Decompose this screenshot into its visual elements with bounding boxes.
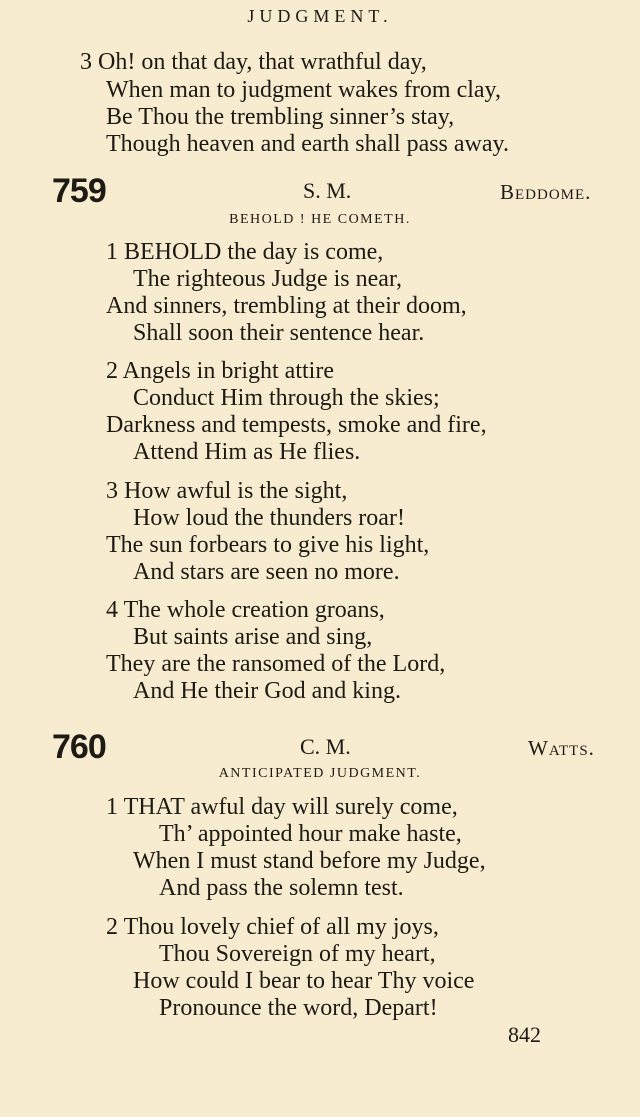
verse-line: Though heaven and earth shall pass away. (106, 131, 509, 157)
verse-line: 3 Oh! on that day, that wrathful day, (80, 49, 427, 75)
verse-line: Shall soon their sentence hear. (133, 320, 425, 346)
hymn-author: Beddome. (500, 180, 592, 204)
verse-line: And pass the solemn test. (159, 875, 404, 901)
hymn-number: 759 (52, 172, 106, 210)
verse-line: How loud the thunders roar! (133, 505, 405, 531)
hymn-meter: S. M. (303, 178, 352, 203)
verse-line: 2 Angels in bright attire (106, 358, 334, 384)
verse-line: They are the ransomed of the Lord, (106, 651, 446, 677)
verse-line: 3 How awful is the sight, (106, 478, 348, 504)
verse-line: Conduct Him through the skies; (133, 385, 440, 411)
verse-line: And He their God and king. (133, 678, 401, 704)
hymn-meter: C. M. (300, 734, 351, 759)
verse-line: 4 The whole creation groans, (106, 597, 385, 623)
hymn-subtitle: ANTICIPATED JUDGMENT. (218, 766, 422, 781)
verse-line: Th’ appointed hour make haste, (159, 821, 462, 847)
verse-line: But saints arise and sing, (133, 624, 373, 650)
verse-line: Be Thou the trembling sinner’s stay, (106, 104, 455, 130)
verse-line: 2 Thou lovely chief of all my joys, (106, 914, 439, 940)
running-head: JUDGMENT. (247, 6, 393, 26)
verse-line: How could I bear to hear Thy voice (133, 968, 475, 994)
page-number: 842 (508, 1022, 541, 1047)
hymn-author: Watts. (528, 736, 595, 760)
verse-line: 1 BEHOLD the day is come, (106, 239, 384, 265)
verse-line: Attend Him as He flies. (133, 439, 361, 465)
hymn-number: 760 (52, 728, 106, 766)
verse-line: Thou Sovereign of my heart, (159, 941, 436, 967)
verse-line: Darkness and tempests, smoke and fire, (106, 412, 487, 438)
verse-line: Pronounce the word, Depart! (159, 995, 438, 1021)
verse-line: When I must stand before my Judge, (133, 848, 486, 874)
verse-line: And stars are seen no more. (133, 559, 400, 585)
verse-line: When man to judgment wakes from clay, (106, 77, 501, 103)
verse-line: The sun forbears to give his light, (106, 532, 430, 558)
verse-line: And sinners, trembling at their doom, (106, 293, 467, 319)
hymn-subtitle: BEHOLD ! HE COMETH. (229, 212, 411, 227)
verse-line: 1 THAT awful day will surely come, (106, 794, 458, 820)
verse-line: The righteous Judge is near, (133, 266, 402, 292)
